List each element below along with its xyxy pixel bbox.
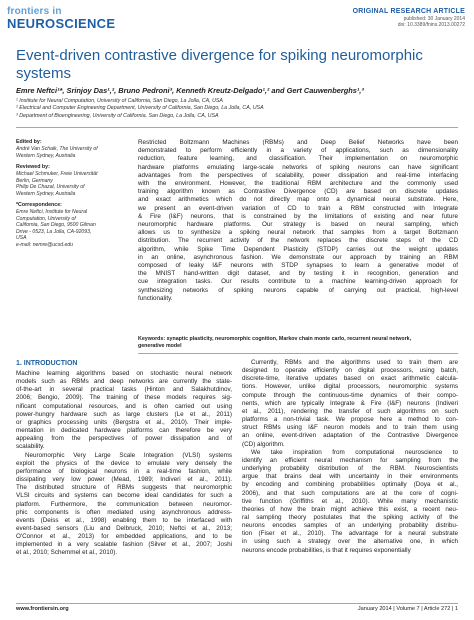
text-line: implemented in a very scalable fashion (Silver et al., 2007; Joshi [16,541,232,549]
text-line: by encoding and combining probabilities optimally (Doya et al., [242,481,458,489]
text-line: platform. Furthermore, the communication between neuromor- [16,500,232,508]
text-line: or graphics processing units (Bergstra et al., 2010). Their imple- [16,418,232,426]
abstract-line: neuromorphic hardware platforms. Our strategy is based on neural sampling, which [138,221,458,229]
text-line: phic components is often mediated using asynchronous address- [16,508,232,516]
abstract-line: distribution. The recurrent activity of the network replaces the discrete steps of the CD [138,237,458,245]
affiliation: ¹ Institute for Neural Computation, University of California, San Diego, La Jolla, CA, USA [16,98,223,104]
divider [138,353,458,354]
article-type: ORIGINAL RESEARCH ARTICLE [352,8,465,15]
text-line: in using such a strategy over the alternative one, in which [242,538,458,546]
abstract-line: and exact arithmetics which do not directly map onto a dynamical neural substrate. Here, [138,196,458,204]
keywords [138,336,458,350]
abstract-line: algorithm, while Spike Time Dependent Plasticity (STDP) carries out the weight updates [138,245,458,253]
text-line: theories of how the brain might achieve this exist, a recent neu- [242,505,458,513]
abstract [138,139,458,334]
abstract-line: with the environment. However, the traditional RBM architecture and the commonly used [138,180,458,188]
abstract-line: training algorithm known as Contrastive Divergence (CD) are based on discrete updates [138,188,458,196]
keywords-line: synaptic plasticity, neuromorphic cognition, Markov chain monte carlo, recurrent neural network, [166,336,412,342]
text-line: dissipating very low power (Mead, 1989; Indiveri et al., 2011). [16,476,232,484]
text-line: We take inspiration from computational neuroscience to [251,448,458,456]
sidebar-line: California, San Diego, 9500 Gilman [16,222,96,228]
text-line: exploit the physics of the device to emulate very densely the [16,459,232,467]
text-line: nificant computational resources, and is often carried out using [16,402,232,410]
reviewed-by-text [16,171,120,197]
abstract-line: allows us to synthesize a spiking neural network that samples from a target Boltzmann [138,229,458,237]
published-date: published: 30 January 2014 [403,16,465,22]
edited-by-text [16,146,120,159]
text-line: neurons encodes samples of an underlying probability distribu- [242,522,458,530]
keywords-line: generative model [138,343,182,349]
author-list: Emre Neftci¹*, Srinjoy Das¹,², Bruno Pedroni³, Kenneth Kreutz-Delgado¹,² and Gert Cauwenberghs¹,³ [16,86,364,95]
abstract-line: we present an event-driven variation of CD to train a RBM constructed with Integrate [138,204,458,212]
text-line: tion (Fiser et al., 2010). The advantage for a neural substrate [242,530,458,538]
abstract-line: cue integration tasks. Our results contribute to a machine learning-driven approach for [138,278,458,286]
divider [16,603,458,604]
journal-logo-line2: NEUROSCIENCE [7,16,116,31]
text-line: VLSI circuits and systems can become ideal candidates for such a [16,492,232,500]
abstract-line: functionality. [138,294,173,302]
text-line: models such as RBMs and deep networks are currently the state- [16,378,232,386]
text-line: power-hungry hardware such as large clusters (Le et al., 2011) [16,410,232,418]
section-heading: 1. INTRODUCTION [16,360,78,367]
text-line: mentation in dedicated hardware platforms can therefore be very [16,427,232,435]
sidebar-line: Michael Schmuker, Freie Universität [16,171,98,177]
sidebar-line: Drive - 0523, La Jolla, CA-92093, [16,228,92,235]
affiliations [16,98,456,120]
footer-citation: January 2014 | Volume 7 | Article 272 | 1 [357,606,458,612]
divider [16,127,458,128]
text-line: Currently, RBMs and the algorithms used to train them are [251,359,458,366]
journal-logo-line1: frontiers in [7,6,62,17]
paper-title: Event-driven contrastive divergence for spiking neuromorphic systems [16,47,423,82]
body-column-right [242,359,458,555]
text-line: of-the-art in several practical tasks (Hinton and Salakhutdinov, [16,386,232,394]
text-line: tions. However, unlike digital processors, neuromorphic systems [242,383,458,391]
doi[interactable]: doi: 10.3389/fnins.2013.00272 [397,22,465,28]
text-line: struct RBMs using I&F neuron models and to train them using [242,424,458,432]
affiliation: ³ Department of Bioengineering, University of California, San Diego, La Jolla, CA, USA [16,112,219,119]
text-line: compute through the continuous-time dynamics of their compo- [242,391,458,399]
text-line: et al., 2011), rendering the transfer of such algorithms on such [242,407,458,415]
text-line: et al., 2010; Schemmel et al., 2010). [16,549,118,557]
text-line: scalability. [16,443,45,451]
text-line: argue that brains deal with uncertainty in their environments [242,473,458,481]
text-line: (CD) algorithm. [242,440,285,448]
correspondence-text [16,209,120,248]
sidebar-line: USA [16,235,27,241]
abstract-line: advantages from the perspectives of scalability, power dissipation and real-time interfacing [138,171,458,179]
text-line: 2006; Bengio, 2009). The training of these models requires sig- [16,394,232,402]
text-line: O'Connor et al., 2013) for embedded applications, and to be [16,533,232,541]
text-line: Neuromorphic Very Large Scale Integration (VLSI) systems [25,451,232,459]
text-line: events (Deiss et al., 1998) enabling them to be interfaced with [16,516,232,524]
reviewed-by-heading: Reviewed by: [16,164,50,170]
journal-header [0,0,474,44]
abstract-line: composed of leaky I&F neurons with STDP synapses to learn a generative model of [138,262,458,270]
sidebar-line: Emre Neftci, Institute for Neural [16,209,88,215]
text-line: Machine learning algorithms based on stochastic neural network [16,370,232,377]
text-line: 2006), and that such computations are at the core of cogni- [242,489,458,497]
text-line: event-based sensors (Liu and Delbruck, 2010; Neftci et al., 2013; [16,524,232,532]
text-line: performance of biological neurons in a real-time fashion, while [16,467,232,475]
text-line: The distributed structure of RBMs suggests that neuromorphic [16,484,232,492]
abstract-line: hardware platforms emulating large-scale networks of spiking neurons can have significant [138,163,458,171]
abstract-line: Restricted Boltzmann Machines (RBMs) and Deep Belief Networks have been [138,139,458,146]
edited-by-heading: Edited by: [16,139,42,145]
correspondence-heading: *Correspondence: [16,202,62,208]
affiliation: ² Electrical and Computer Engineering Department, University of California, San Diego, La Jolla, CA, USA [16,105,264,112]
text-line: neurons encode probabilities, is that it requires exponentially [242,546,411,554]
abstract-line: in an online, asynchronous fashion. We demonstrate our approach by training an RBM [138,253,458,261]
footer-website[interactable]: www.frontiersin.org [16,606,69,612]
sidebar-line: Computation, University of [16,215,76,222]
text-line: underlying probability distribution of the RBM. Neuroscientists [242,465,458,473]
editorial-sidebar [16,139,120,253]
abstract-line: demonstrated to perform efficiently in a variety of applications, such as dimensionality [138,147,458,155]
sidebar-line: Berlin, Germany [16,177,53,184]
sidebar-line: André Van Schaik, The University of [16,146,98,152]
text-line: identify an efficient neural mechanism for sampling from the [242,456,458,464]
text-line: tive function (Griffiths et al., 2010). While many mechanistic [242,497,458,505]
text-line: appealing from the perspectives of power dissipation and of [16,435,232,443]
sidebar-line: Western Sydney, Australia [16,152,76,159]
email-link[interactable]: e-mail: nemre@ucsd.edu [16,241,73,248]
keywords-label: Keywords: [138,336,166,342]
abstract-line: & Fire (I&F) neurons, that is constrained by the limitations of existing and near future [138,212,458,220]
text-line: discrete-time, iterative updates based on exact arithmetic calcula- [242,375,458,383]
text-line: nents, which are typically Integrate & Fire (I&F) neurons (Indiveri [242,399,458,407]
text-line: an online, event-driven adaptation of the Contrastive Divergence [242,432,458,440]
text-line: platforms a non-trivial task. We propose here a method to con- [242,416,458,424]
abstract-line: synthesizing networks of spiking neurons capable of carrying out practical, high-level [138,286,458,294]
abstract-line: the MNIST hand-written digit dataset, and by testing it in recognition, generation and [138,270,458,278]
article-info [265,7,465,28]
text-line: designed to operate efficiently on digital processors, using batch, [242,367,458,375]
journal-logo [7,6,137,31]
text-line: ral sampling theory postulates that the spiking activity of the [242,513,458,521]
sidebar-line: Western Sydney, Australia [16,190,76,197]
sidebar-line: Philip De Chazal, University of [16,184,85,190]
abstract-line: reduction, feature learning, and classification. Their implementation on neuromorphic [138,155,458,163]
body-column-left [16,359,232,558]
